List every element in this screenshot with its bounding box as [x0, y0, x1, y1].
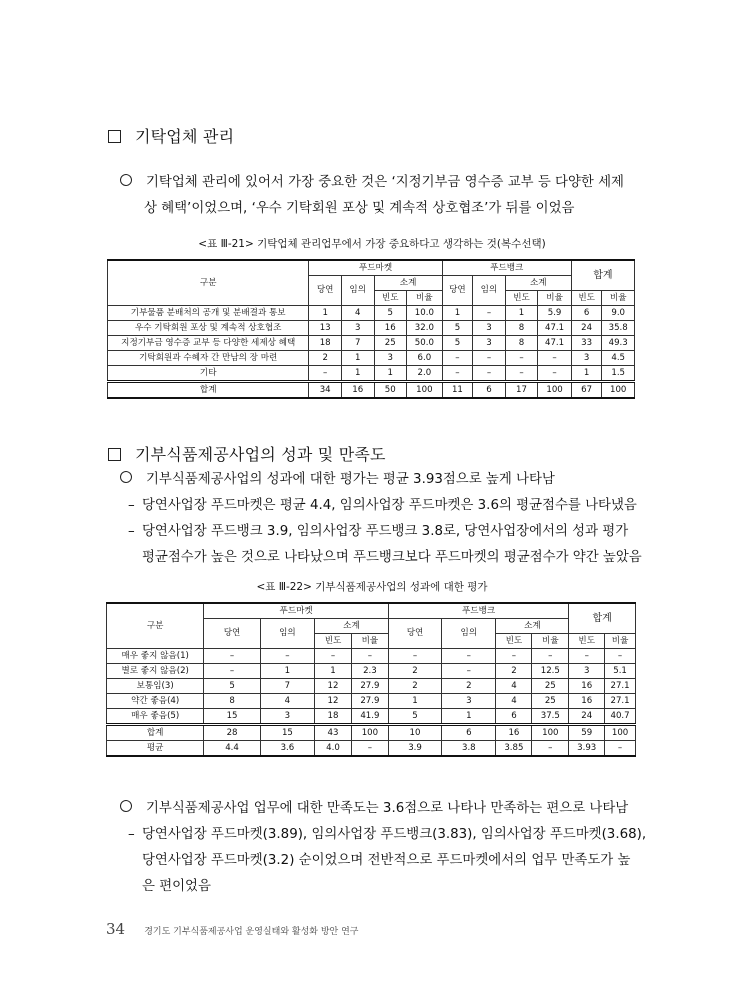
table-row: 매우 좋지 않음(1) – – – – – – – – – –: [107, 649, 636, 664]
header-foodbank: 푸드뱅크: [442, 260, 571, 276]
header-ratio: 비율: [407, 291, 443, 306]
square-bullet-icon: [108, 448, 121, 461]
header-ratio: 비율: [602, 291, 635, 306]
header-foodmarket: 푸드마켓: [309, 260, 442, 276]
header-foodbank: 푸드뱅크: [388, 603, 568, 619]
table-row: 보통임(3) 5 7 12 27.9 2 2 4 25 16 27.1: [107, 679, 636, 694]
table-row: 우수 기탁회원 포상 및 계속적 상호협조 13 3 16 32.0 5 3 8 47.1 24 35.8: [108, 321, 635, 336]
table1: [107, 259, 635, 399]
table1-caption: <표 Ⅲ-21> 기탁업체 관리업무에서 가장 중요하다고 생각하는 것(복수선택): [198, 238, 546, 250]
paragraph-satisfaction: 기부식품제공사업 업무에 대한 만족도는 3.6점으로 나타나 만족하는 편으로 나타남 – 당연사업장 푸드마켓(3.89), 임의사업장 푸드뱅크(3.83), 임의사업장 푸드마켓(3.68), 당연사업장 푸드마켓(3.2) 순이었으며 전반적으로 푸드마켓에서의 업무 만족도가 높 은 편이었음: [120, 796, 660, 900]
header-category: 구분: [107, 603, 204, 649]
circle-bullet-icon: [120, 471, 132, 483]
header-imui: 임의: [341, 276, 374, 306]
header-subtotal: 소계: [374, 276, 442, 291]
table2: [106, 602, 636, 757]
header-ratio: 비율: [351, 634, 388, 649]
header-ratio: 비율: [605, 634, 636, 649]
table-row-total: 합계 28 15 43 100 10 6 16 100 59 100: [107, 725, 636, 741]
table-row-average: 평균 4.4 3.6 4.0 – 3.9 3.8 3.85 – 3.93 –: [107, 741, 636, 757]
footer-title: 경기도 기부식품제공사업 운영실태와 활성화 방안 연구: [144, 927, 359, 937]
header-dangyeon: 당연: [309, 276, 342, 306]
header-subtotal: 소계: [315, 619, 389, 634]
header-dangyeon: 당연: [204, 619, 260, 649]
header-imui: 임의: [260, 619, 314, 649]
square-bullet-icon: [108, 130, 121, 143]
table-row: 기부물품 분배처의 공개 및 분배결과 통보 1 4 5 10.0 1 – 1 5.9 6 9.0: [108, 306, 635, 321]
dash-bullet-icon: –: [128, 498, 135, 513]
header-freq: 빈도: [374, 291, 407, 306]
table2-caption: <표 Ⅲ-22> 기부식품제공사업의 성과에 대한 평가: [256, 581, 488, 593]
header-ratio: 비율: [538, 291, 572, 306]
header-foodmarket: 푸드마켓: [204, 603, 389, 619]
header-dangyeon: 당연: [388, 619, 441, 649]
header-imui: 임의: [473, 276, 506, 306]
circle-bullet-icon: [120, 174, 132, 186]
table-row: 약간 좋음(4) 8 4 12 27.9 1 3 4 25 16 27.1: [107, 694, 636, 709]
page-footer: [106, 919, 358, 938]
table-row: 기타 – 1 1 2.0 – – – – 1 1.5: [108, 366, 635, 382]
table-row: 기탁회원과 수혜자 간 만남의 장 마련 2 1 3 6.0 – – – – 3 4.5: [108, 351, 635, 366]
dash-bullet-icon: –: [128, 524, 135, 539]
header-freq: 빈도: [505, 291, 538, 306]
header-imui: 임의: [442, 619, 496, 649]
header-total: 합계: [571, 260, 634, 291]
table-row: 매우 좋음(5) 15 3 18 41.9 5 1 6 37.5 24 40.7: [107, 709, 636, 725]
page-number: 34: [106, 920, 126, 938]
header-subtotal: 소계: [496, 619, 569, 634]
section-heading-consignor: 기탁업체 관리: [108, 124, 234, 147]
section-heading-performance: 기부식품제공사업의 성과 및 만족도: [108, 442, 386, 465]
paragraph-consignor: 기탁업체 관리에 있어서 가장 중요한 것은 ‘지정기부금 영수증 교부 등 다양한 세제 상 혜택’이었으며, ‘우수 기탁회원 포상 및 계속적 상호협조’가 뒤를 이었음: [120, 170, 650, 222]
header-ratio: 비율: [532, 634, 569, 649]
table-row-total: 합계 34 16 50 100 11 6 17 100 67 100: [108, 382, 635, 399]
paragraph-performance: 기부식품제공사업의 성과에 대한 평가는 평균 3.93점으로 높게 나타남 – 당연사업장 푸드마켓은 평균 4.4, 임의사업장 푸드마켓은 3.6의 평균점수를 나타냈음 – 당연사업장 푸드뱅크 3.9, 임의사업장 푸드뱅크 3.8로, 당연사업장에서의 성과 평가 평균점수가 높은 것으로 나타났으며 푸드뱅크보다 푸드마켓의 평균점수가 약간 높았음: [120, 467, 660, 571]
circle-bullet-icon: [120, 800, 132, 812]
header-category: 구분: [108, 260, 309, 306]
dash-bullet-icon: –: [128, 827, 135, 842]
header-freq: 빈도: [315, 634, 352, 649]
header-freq: 빈도: [496, 634, 532, 649]
header-total: 합계: [569, 603, 636, 634]
table-row: 별로 좋지 않음(2) – 1 1 2.3 2 – 2 12.5 3 5.1: [107, 664, 636, 679]
table-row: 지정기부금 영수증 교부 등 다양한 세제상 혜택 18 7 25 50.0 5 3 8 47.1 33 49.3: [108, 336, 635, 351]
header-freq: 빈도: [569, 634, 605, 649]
header-subtotal: 소계: [505, 276, 571, 291]
header-freq: 빈도: [571, 291, 602, 306]
header-dangyeon: 당연: [442, 276, 473, 306]
